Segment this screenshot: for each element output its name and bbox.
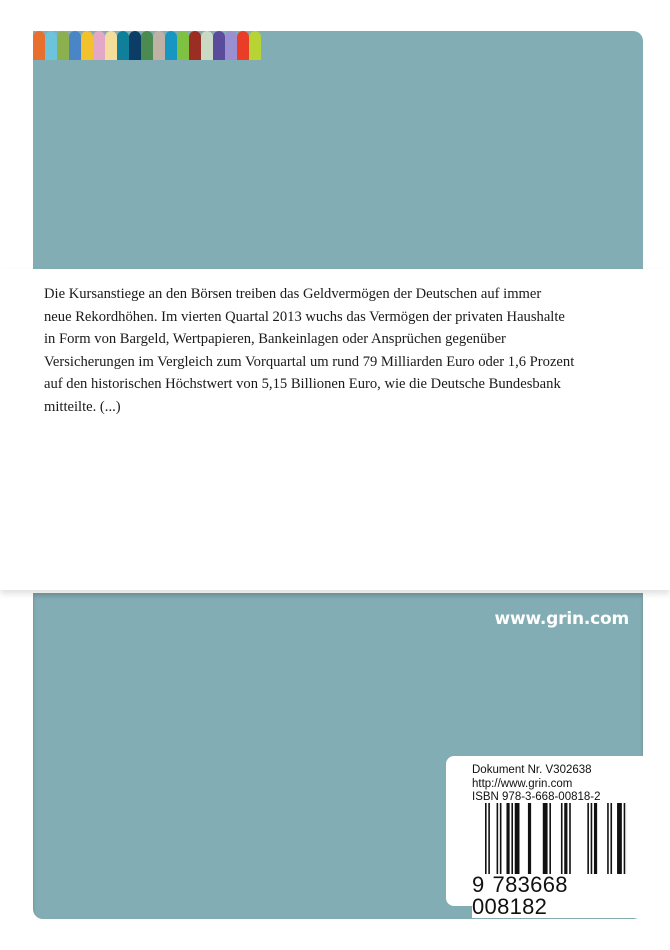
color-stripe <box>177 31 189 60</box>
color-stripe <box>57 31 69 60</box>
document-number: Dokument Nr. V302638 <box>472 764 592 776</box>
cover-bottom-panel <box>33 593 643 919</box>
color-stripe <box>93 31 105 60</box>
color-stripe <box>201 31 213 60</box>
color-stripe <box>69 31 81 60</box>
isbn-info <box>472 764 601 805</box>
color-stripe <box>129 31 141 60</box>
blurb-line: Versicherungen im Vergleich zum Vorquartal um rund 79 Milliarden Euro oder 1,6 Prozent <box>44 353 575 370</box>
isbn-number: ISBN 978-3-668-00818-2 <box>472 791 601 803</box>
cover-top-panel <box>33 31 643 269</box>
publisher-url: www.grin.com <box>494 609 629 629</box>
blurb-line: in Form von Bargeld, Wertpapieren, Bankeinlagen oder Ansprüchen gegenüber <box>44 331 506 347</box>
color-stripe <box>153 31 165 60</box>
color-stripe <box>81 31 93 60</box>
barcode-digit-first: 9 <box>472 872 485 897</box>
website: http://www.grin.com <box>472 777 573 790</box>
blurb-line: neue Rekordhöhen. Im vierten Quartal 2013 wuchs das Vermögen der privaten Haushalte <box>44 308 565 325</box>
color-stripe <box>189 31 201 60</box>
color-stripe <box>117 31 129 60</box>
color-stripe <box>237 31 249 60</box>
color-stripes <box>33 31 261 60</box>
color-stripe <box>33 31 45 60</box>
color-stripe <box>165 31 177 60</box>
color-stripe <box>105 31 117 60</box>
barcode-digits-right: 008182 <box>472 894 548 919</box>
barcode-digits-left: 783668 <box>492 872 568 897</box>
color-stripe <box>225 31 237 60</box>
color-stripe <box>213 31 225 60</box>
barcode-digits <box>472 874 643 918</box>
color-stripe <box>141 31 153 60</box>
book-blurb <box>44 283 644 418</box>
blurb-line: mitteilte. (...) <box>44 398 121 415</box>
isbn-box <box>446 756 643 919</box>
blurb-line: Die Kursanstiege an den Börsen treiben das Geldvermögen der Deutschen auf immer <box>44 286 542 302</box>
color-stripe <box>249 31 261 60</box>
blurb-line: auf den historischen Höchstwert von 5,15 Billionen Euro, wie die Deutsche Bundesbank <box>44 376 561 392</box>
color-stripe <box>45 31 57 60</box>
